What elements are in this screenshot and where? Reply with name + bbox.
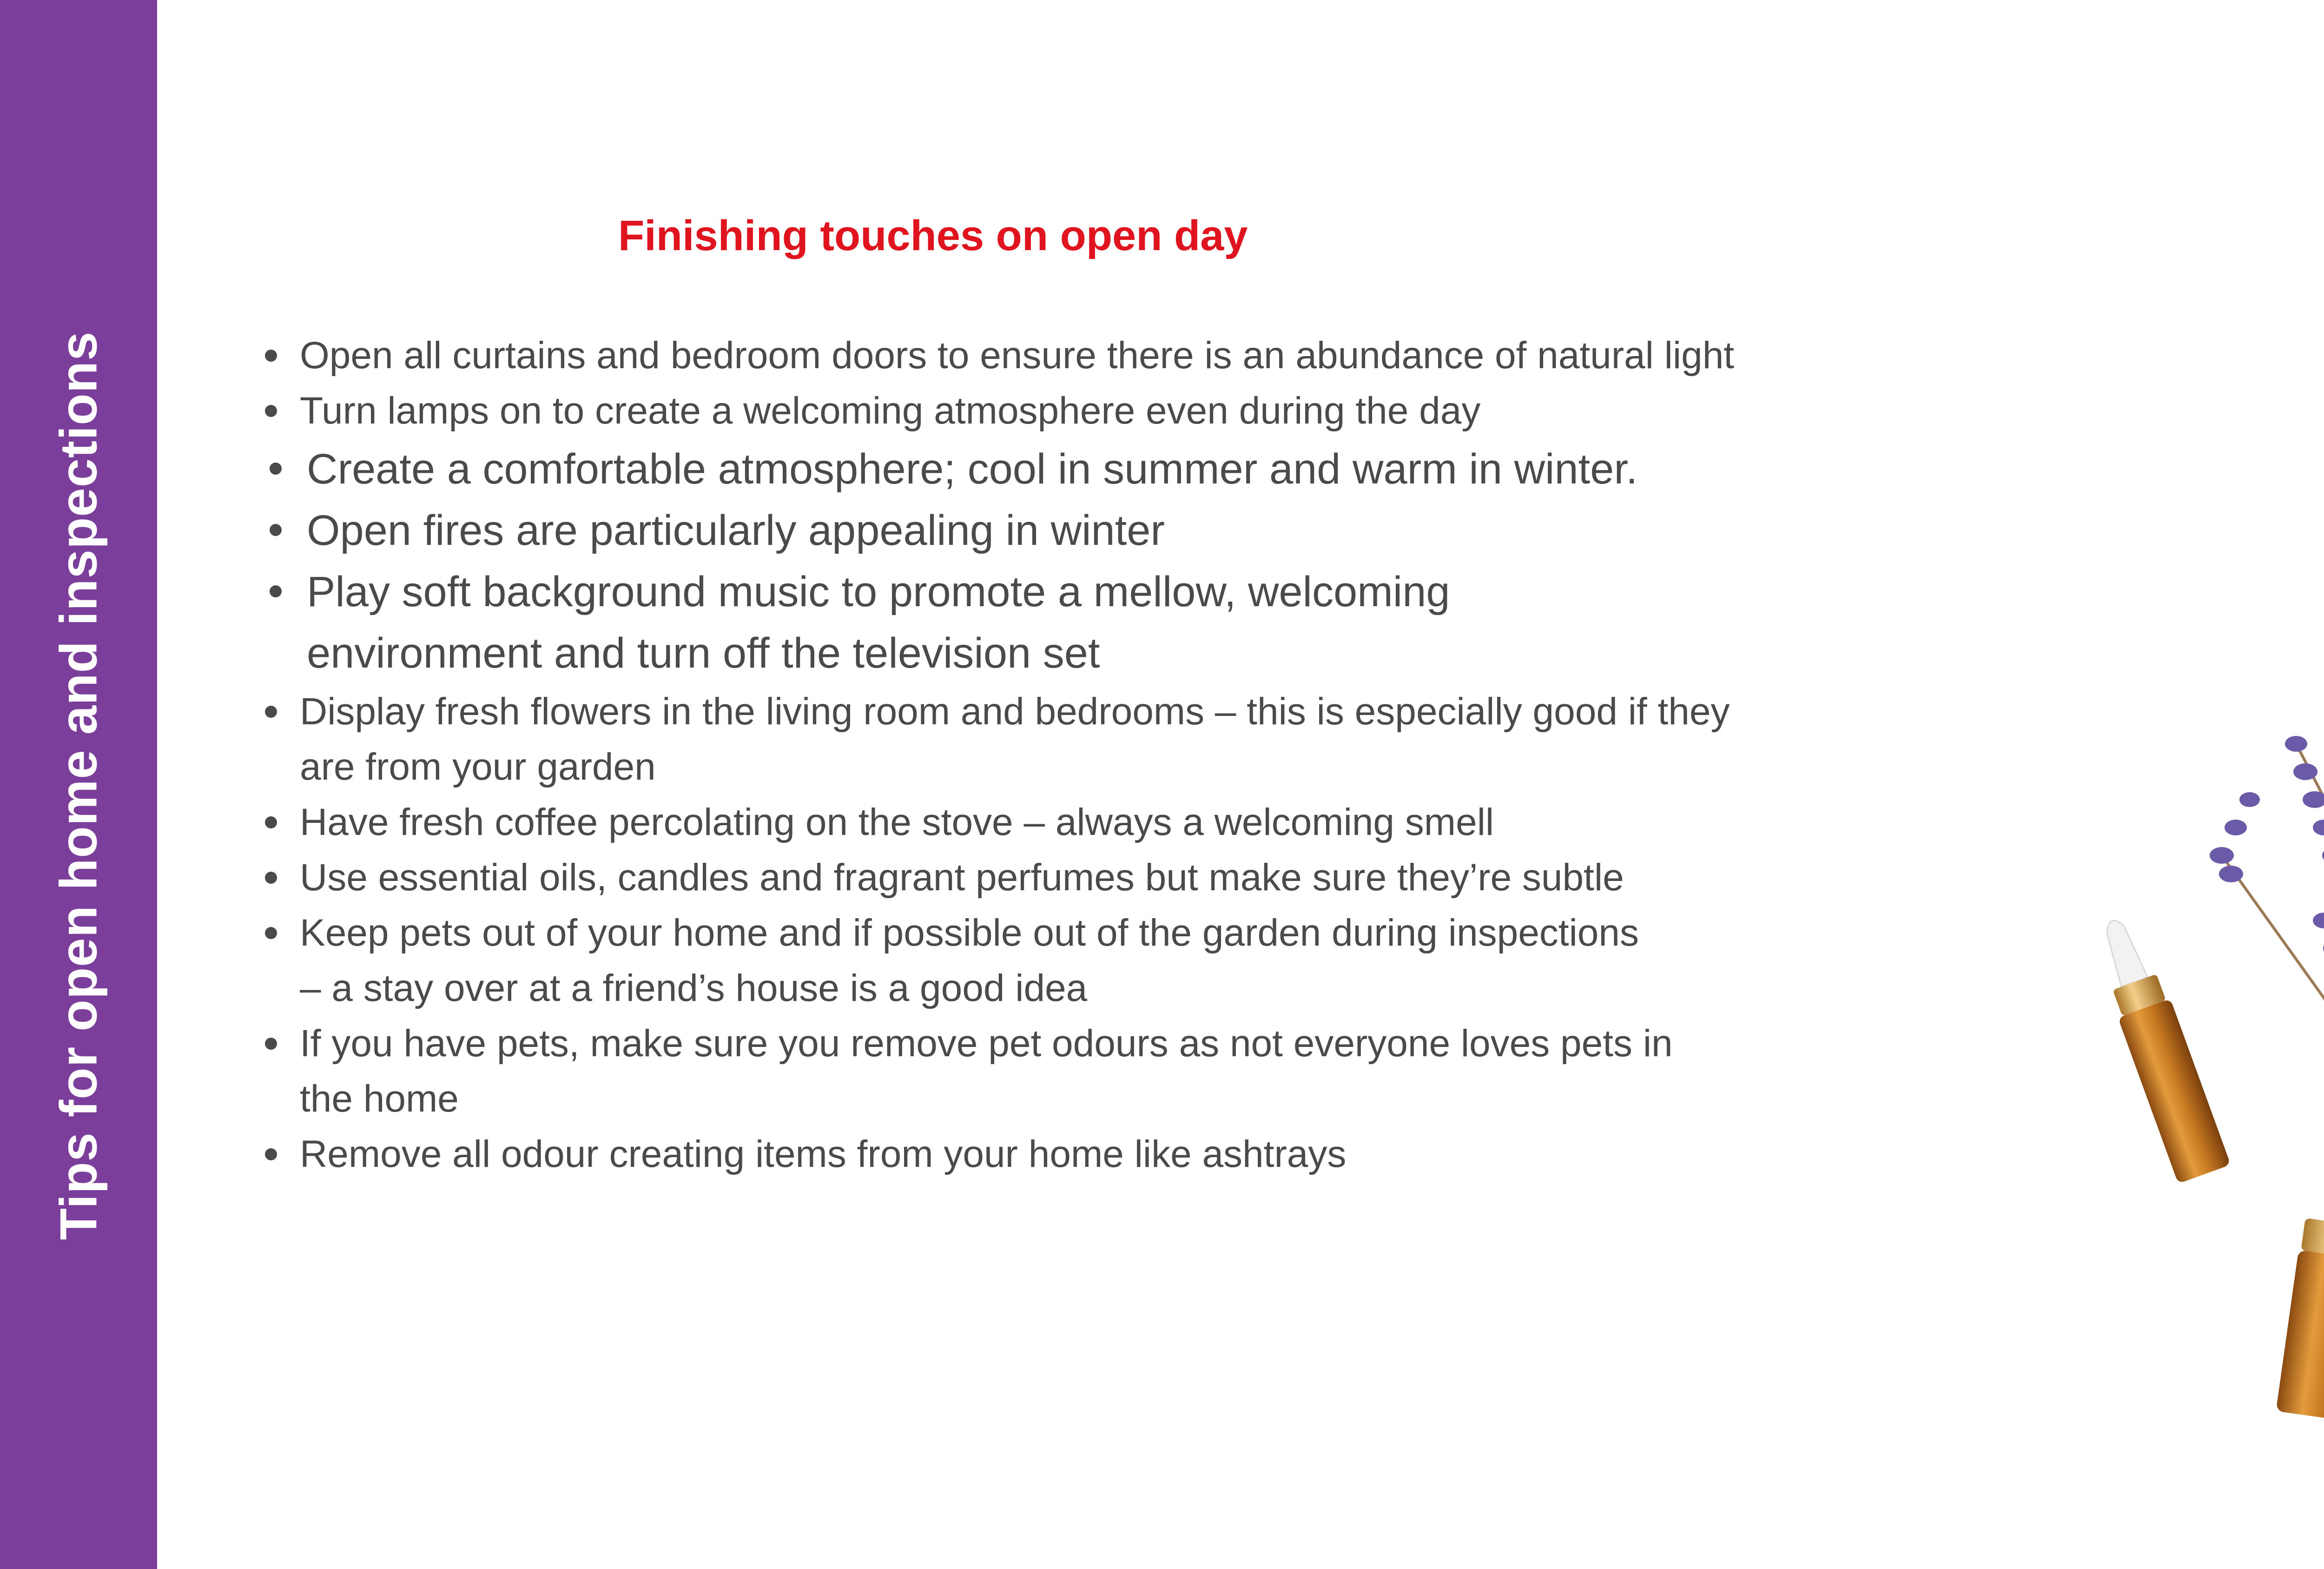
tip-text: Have fresh coffee percolating on the stove – always a welcoming smell	[300, 801, 1494, 843]
list-item	[260, 1016, 1717, 1126]
list-item	[260, 438, 1748, 500]
lavender-stems	[2222, 600, 2324, 1569]
tip-text: Keep pets out of your home and if possible out of the garden during inspections – a stay over at a friend’s house is a good idea	[300, 912, 1639, 1009]
tip-text: Create a comfortable atmosphere; cool in summer and warm in winter.	[307, 445, 1638, 493]
tip-text: Play soft background music to promote a mellow, welcoming environment and turn off the television set	[307, 568, 1450, 677]
tip-text: Turn lamps on to create a welcoming atmosphere even during the day	[300, 390, 1481, 432]
list-item	[260, 905, 1648, 1016]
bullet-icon	[265, 1148, 277, 1160]
list-item	[260, 500, 1748, 561]
tips-list	[260, 328, 1748, 1182]
bullet-icon	[265, 350, 277, 362]
list-item	[260, 850, 1748, 905]
list-item	[260, 684, 1748, 794]
list-item	[260, 1126, 1748, 1182]
list-item	[260, 328, 1748, 383]
bullet-icon	[265, 816, 277, 828]
tip-text: Remove all odour creating items from your home like ashtrays	[300, 1133, 1347, 1175]
sidebar	[0, 0, 157, 1569]
bullet-icon	[270, 524, 282, 536]
list-item	[260, 561, 1571, 684]
lavender-buds	[2210, 592, 2324, 984]
bullet-icon	[265, 1038, 277, 1050]
tip-text: Display fresh flowers in the living room and bedrooms – this is especially good if they are from your garden	[300, 690, 1730, 788]
dropper-bottle	[2086, 911, 2231, 1184]
bullet-icon	[270, 585, 282, 597]
tip-text: If you have pets, make sure you remove pet odours as not everyone loves pets in the home	[300, 1022, 1673, 1120]
bullet-icon	[265, 927, 277, 939]
small-bottle	[2276, 1218, 2324, 1421]
tip-text: Open fires are particularly appealing in winter	[307, 507, 1165, 554]
page-title: Finishing touches on open day	[618, 212, 1248, 259]
bullet-icon	[265, 405, 277, 417]
tip-text: Use essential oils, candles and fragrant perfumes but make sure they’re subtle	[300, 856, 1624, 899]
bullet-icon	[270, 463, 282, 475]
bullet-icon	[265, 872, 277, 884]
list-item	[260, 383, 1748, 438]
tip-text: Open all curtains and bedroom doors to ensure there is an abundance of natural light	[300, 334, 1735, 377]
bullet-icon	[265, 706, 277, 718]
list-item	[260, 794, 1748, 850]
sidebar-title: Tips for open home and inspections	[49, 331, 108, 1240]
lavender-and-oil-bottles-image	[2036, 567, 2324, 1569]
